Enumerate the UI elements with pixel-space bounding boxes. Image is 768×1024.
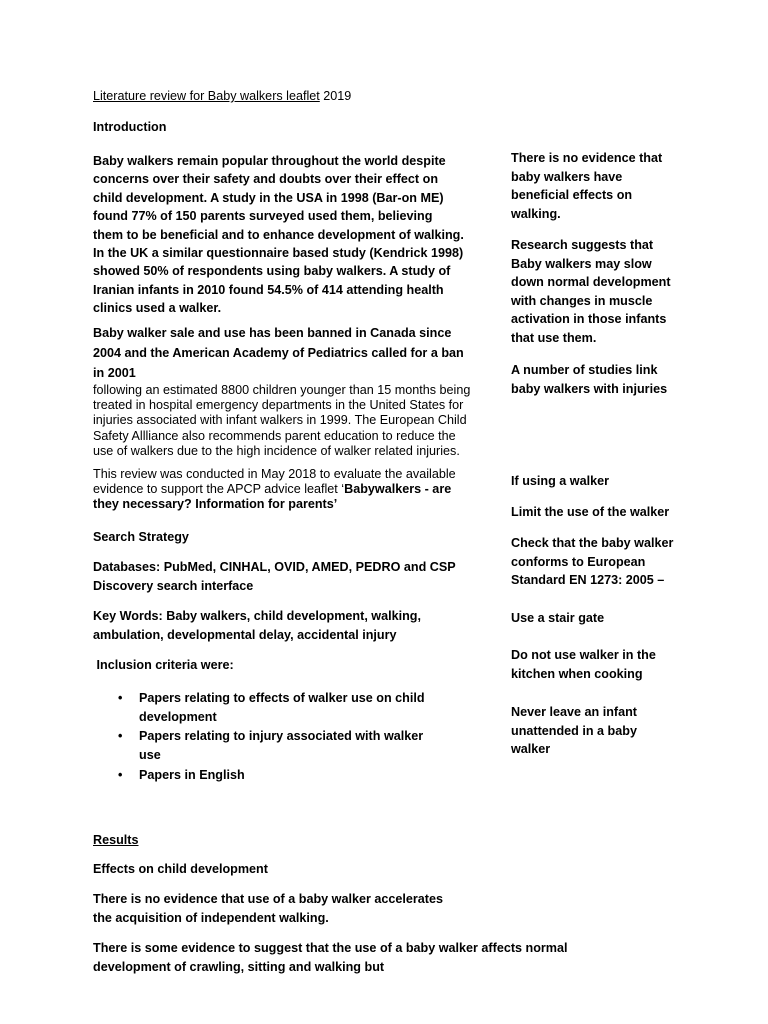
- bullet-icon: •: [118, 729, 123, 744]
- advice-item: Use a stair gate: [511, 611, 605, 625]
- search-strategy-heading: Search Strategy: [93, 530, 189, 545]
- sidebar-note-2: Research suggests that Baby walkers may slow down normal development with changes in muscle activation in those infants that use them.: [511, 238, 671, 345]
- bullet-icon: •: [118, 691, 123, 706]
- criteria-item: [93, 727, 439, 764]
- advice-item: Do not use walker in the kitchen when cooking: [511, 648, 656, 681]
- leaflet-title: Babywalkers - are they necessary? Information for parents’: [93, 481, 452, 511]
- criteria-item: [93, 766, 439, 785]
- results-heading: Results: [93, 833, 139, 848]
- sidebar-note-3: A number of studies link baby walkers with injuries: [511, 363, 668, 396]
- introduction-paragraph-2a: Baby walker sale and use has been banned in Canada since 2004 and the American Academy of Pediatrics called for a ban in 2001: [93, 325, 464, 380]
- advice-item: Limit the use of the walker: [511, 505, 670, 519]
- results-paragraph-1: There is no evidence that use of a baby walker accelerates the acquisition of independent walking.: [93, 892, 443, 925]
- results-paragraph-2: There is some evidence to suggest that the use of a baby walker affects normal development of crawling, sitting and walking but: [93, 941, 568, 974]
- effects-subheading: Effects on child development: [93, 862, 268, 877]
- databases-text: Databases: PubMed, CINHAL, OVID, AMED, PEDRO and CSP Discovery search interface: [93, 560, 456, 593]
- introduction-paragraph-1: Baby walkers remain popular throughout the world despite concerns over their safety and doubts over their effect on child development. A study in the USA in 1998 (Bar-on ME) found 77% of 150 parents surveyed used them, believing them to be beneficial and to enhance development of walking. In the UK a similar questionnaire based study (Kendrick 1998) showed 50% of respondents using baby walkers. A study of Iranian infants in 2010 found 54.5% of 414 attending health clinics used a walker.: [93, 154, 464, 316]
- advice-item: Never leave an infant unattended in a baby walker: [511, 705, 637, 757]
- criteria-text: Papers relating to injury associated with walker use: [139, 729, 424, 762]
- document-title: [93, 87, 638, 105]
- advice-item: Check that the baby walker conforms to European Standard EN 1273: 2005 –: [511, 536, 674, 588]
- criteria-text: Papers in English: [139, 767, 245, 782]
- title-year: 2019: [323, 89, 352, 103]
- keywords-text: Key Words: Baby walkers, child development, walking, ambulation, developmental delay, accidental injury: [93, 609, 421, 643]
- sidebar-note-1: There is no evidence that baby walkers have beneficial effects on walking.: [511, 151, 663, 221]
- introduction-paragraph-3: [93, 467, 473, 511]
- bullet-icon: •: [118, 767, 123, 782]
- review-sentence: This review was conducted in May 2018 to evaluate the available evidence to support the APCP advice leaflet ‘: [93, 467, 456, 496]
- introduction-heading: Introduction: [93, 120, 167, 134]
- criteria-item: [93, 689, 439, 726]
- introduction-paragraph-2b: following an estimated 8800 children younger than 15 months being treated in hospital emergency departments in the United States for injuries associated with infant walkers in 1999. The European Child Safety Allliance also recommends parent education to reduce the use of walkers due to the high incidence of walker related injuries.: [93, 382, 471, 458]
- advice-heading: If using a walker: [511, 474, 609, 488]
- title-underlined: Literature review for Baby walkers leaflet: [93, 89, 320, 103]
- criteria-text: Papers relating to effects of walker use on child development: [139, 691, 425, 724]
- inclusion-criteria-heading: Inclusion criteria were:: [93, 657, 234, 672]
